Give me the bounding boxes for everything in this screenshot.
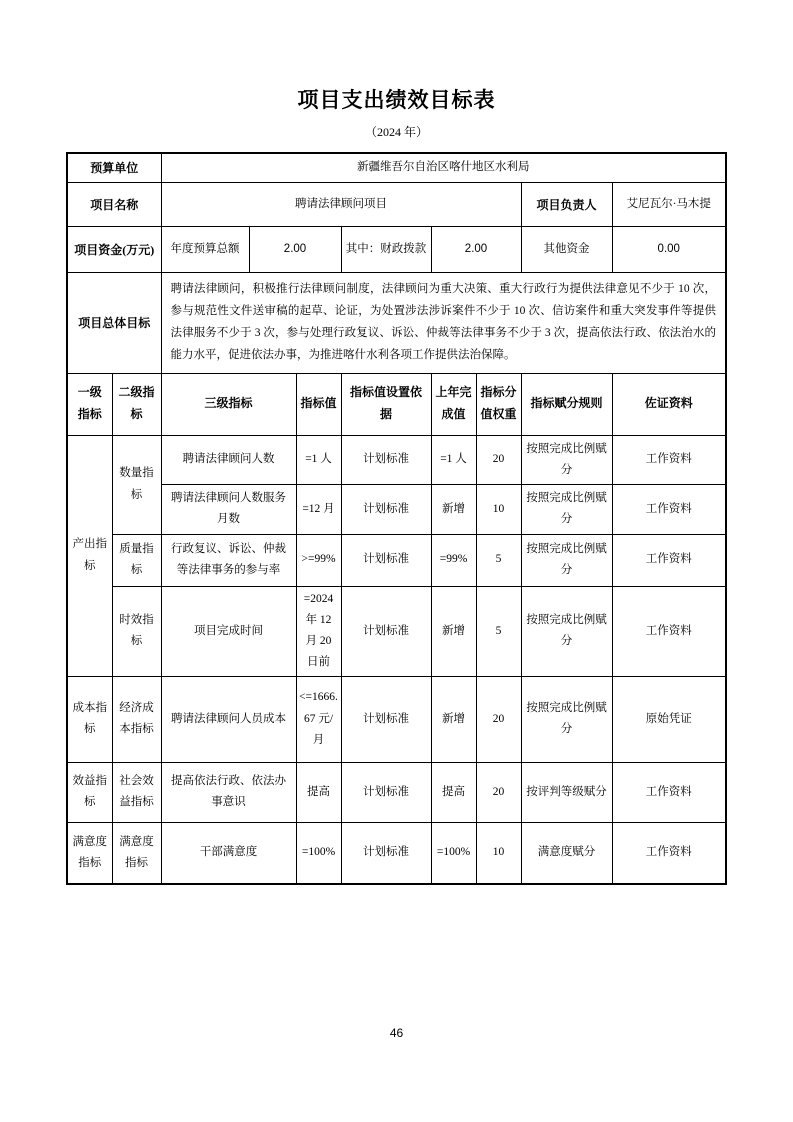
budget-unit-row <box>67 153 726 183</box>
rule-cell: 按照完成比例赋分 <box>521 435 612 485</box>
prev-year-cell: =1 人 <box>431 435 476 485</box>
indicator-row <box>67 676 726 762</box>
level3-cell: 行政复议、诉讼、仲裁等法律事务的参与率 <box>161 534 296 586</box>
evidence-cell: 工作资料 <box>612 822 726 884</box>
value-cell: =100% <box>296 822 341 884</box>
weight-cell: 10 <box>476 485 521 535</box>
level1-cell: 成本指标 <box>67 676 112 762</box>
level3-cell: 聘请法律顾问人员成本 <box>161 676 296 762</box>
project-name-value: 聘请法律顾问项目 <box>161 183 521 227</box>
page-subtitle: （2024 年） <box>364 125 428 139</box>
overall-goal-row <box>67 273 726 373</box>
annual-budget-label: 年度预算总额 <box>161 227 249 273</box>
indicator-header-row <box>67 373 726 435</box>
project-name-label: 项目名称 <box>67 183 161 227</box>
basis-cell: 计划标准 <box>341 485 431 535</box>
level1-cell: 产出指标 <box>67 435 112 676</box>
weight-cell: 20 <box>476 676 521 762</box>
header-rule: 指标赋分规则 <box>521 373 612 435</box>
project-leader-value: 艾尼瓦尔·马木提 <box>612 183 726 227</box>
rule-cell: 按照完成比例赋分 <box>521 534 612 586</box>
fiscal-allocation-label: 其中：财政拨款 <box>341 227 431 273</box>
prev-year-cell: 新增 <box>431 676 476 762</box>
evidence-cell: 工作资料 <box>612 485 726 535</box>
level2-cell: 时效指标 <box>112 586 161 676</box>
weight-cell: 5 <box>476 586 521 676</box>
indicator-row <box>67 586 726 676</box>
basis-cell: 计划标准 <box>341 822 431 884</box>
weight-cell: 10 <box>476 822 521 884</box>
header-basis: 指标值设置依据 <box>341 373 431 435</box>
project-name-row <box>67 183 726 227</box>
header-evidence: 佐证资料 <box>612 373 726 435</box>
project-fund-row <box>67 227 726 273</box>
level2-cell: 经济成本指标 <box>112 676 161 762</box>
weight-cell: 20 <box>476 435 521 485</box>
level1-cell: 满意度指标 <box>67 822 112 884</box>
level3-cell: 项目完成时间 <box>161 586 296 676</box>
page-title: 项目支出绩效目标表 <box>297 88 496 112</box>
level2-cell: 质量指标 <box>112 534 161 586</box>
basis-cell: 计划标准 <box>341 435 431 485</box>
level3-cell: 聘请法律顾问人数服务月数 <box>161 485 296 535</box>
overall-goal-text: 聘请法律顾问，积极推行法律顾问制度，法律顾问为重大决策、重大行政行为提供法律意见不少于 10 次，参与规范性文件送审稿的起草、论证，为处置涉法涉诉案件不少于 10 次、信访案件和重大突发事件等提供法律服务不少于 3 次，参与处理行政复议、诉讼、仲裁等法律事务不少于 3 次，提高依法行政、依法治水的能力水平，促进依法办事，为推进喀什水利各项工作提供法治保障。 <box>161 273 726 373</box>
other-fund-value: 0.00 <box>612 227 726 273</box>
basis-cell: 计划标准 <box>341 586 431 676</box>
annual-budget-value: 2.00 <box>249 227 341 273</box>
evidence-cell: 原始凭证 <box>612 676 726 762</box>
prev-year-cell: 新增 <box>431 586 476 676</box>
rule-cell: 按评判等级赋分 <box>521 762 612 822</box>
evidence-cell: 工作资料 <box>612 586 726 676</box>
rule-cell: 按照完成比例赋分 <box>521 586 612 676</box>
basis-cell: 计划标准 <box>341 534 431 586</box>
header-value: 指标值 <box>296 373 341 435</box>
weight-cell: 20 <box>476 762 521 822</box>
weight-cell: 5 <box>476 534 521 586</box>
basis-cell: 计划标准 <box>341 676 431 762</box>
level2-cell: 数量指标 <box>112 435 161 534</box>
value-cell: =1 人 <box>296 435 341 485</box>
level1-cell: 效益指标 <box>67 762 112 822</box>
level3-cell: 干部满意度 <box>161 822 296 884</box>
prev-year-cell: =99% <box>431 534 476 586</box>
evidence-cell: 工作资料 <box>612 435 726 485</box>
value-cell: 提高 <box>296 762 341 822</box>
header-level3: 三级指标 <box>161 373 296 435</box>
project-leader-label: 项目负责人 <box>521 183 612 227</box>
value-cell: >=99% <box>296 534 341 586</box>
header-level1: 一级指标 <box>67 373 112 435</box>
indicator-row <box>67 762 726 822</box>
performance-target-table <box>66 152 727 885</box>
project-fund-label: 项目资金(万元) <box>67 227 161 273</box>
header-prev-year: 上年完成值 <box>431 373 476 435</box>
indicator-row <box>67 435 726 485</box>
value-cell: <=1666.67 元/月 <box>296 676 341 762</box>
header-level2: 二级指标 <box>112 373 161 435</box>
prev-year-cell: 新增 <box>431 485 476 535</box>
prev-year-cell: 提高 <box>431 762 476 822</box>
prev-year-cell: =100% <box>431 822 476 884</box>
value-cell: =2024 年 12 月 20 日前 <box>296 586 341 676</box>
rule-cell: 满意度赋分 <box>521 822 612 884</box>
indicator-row <box>67 485 726 535</box>
rule-cell: 按照完成比例赋分 <box>521 676 612 762</box>
indicator-row <box>67 822 726 884</box>
evidence-cell: 工作资料 <box>612 534 726 586</box>
fiscal-allocation-value: 2.00 <box>431 227 521 273</box>
rule-cell: 按照完成比例赋分 <box>521 485 612 535</box>
basis-cell: 计划标准 <box>341 762 431 822</box>
level3-cell: 聘请法律顾问人数 <box>161 435 296 485</box>
value-cell: =12 月 <box>296 485 341 535</box>
level3-cell: 提高依法行政、依法办事意识 <box>161 762 296 822</box>
level2-cell: 满意度指标 <box>112 822 161 884</box>
evidence-cell: 工作资料 <box>612 762 726 822</box>
page-number: 46 <box>389 1026 404 1040</box>
indicator-row <box>67 534 726 586</box>
budget-unit-value: 新疆维吾尔自治区喀什地区水利局 <box>161 153 726 183</box>
header-weight: 指标分值权重 <box>476 373 521 435</box>
budget-unit-label: 预算单位 <box>67 153 161 183</box>
overall-goal-label: 项目总体目标 <box>67 273 161 373</box>
other-fund-label: 其他资金 <box>521 227 612 273</box>
level2-cell: 社会效益指标 <box>112 762 161 822</box>
